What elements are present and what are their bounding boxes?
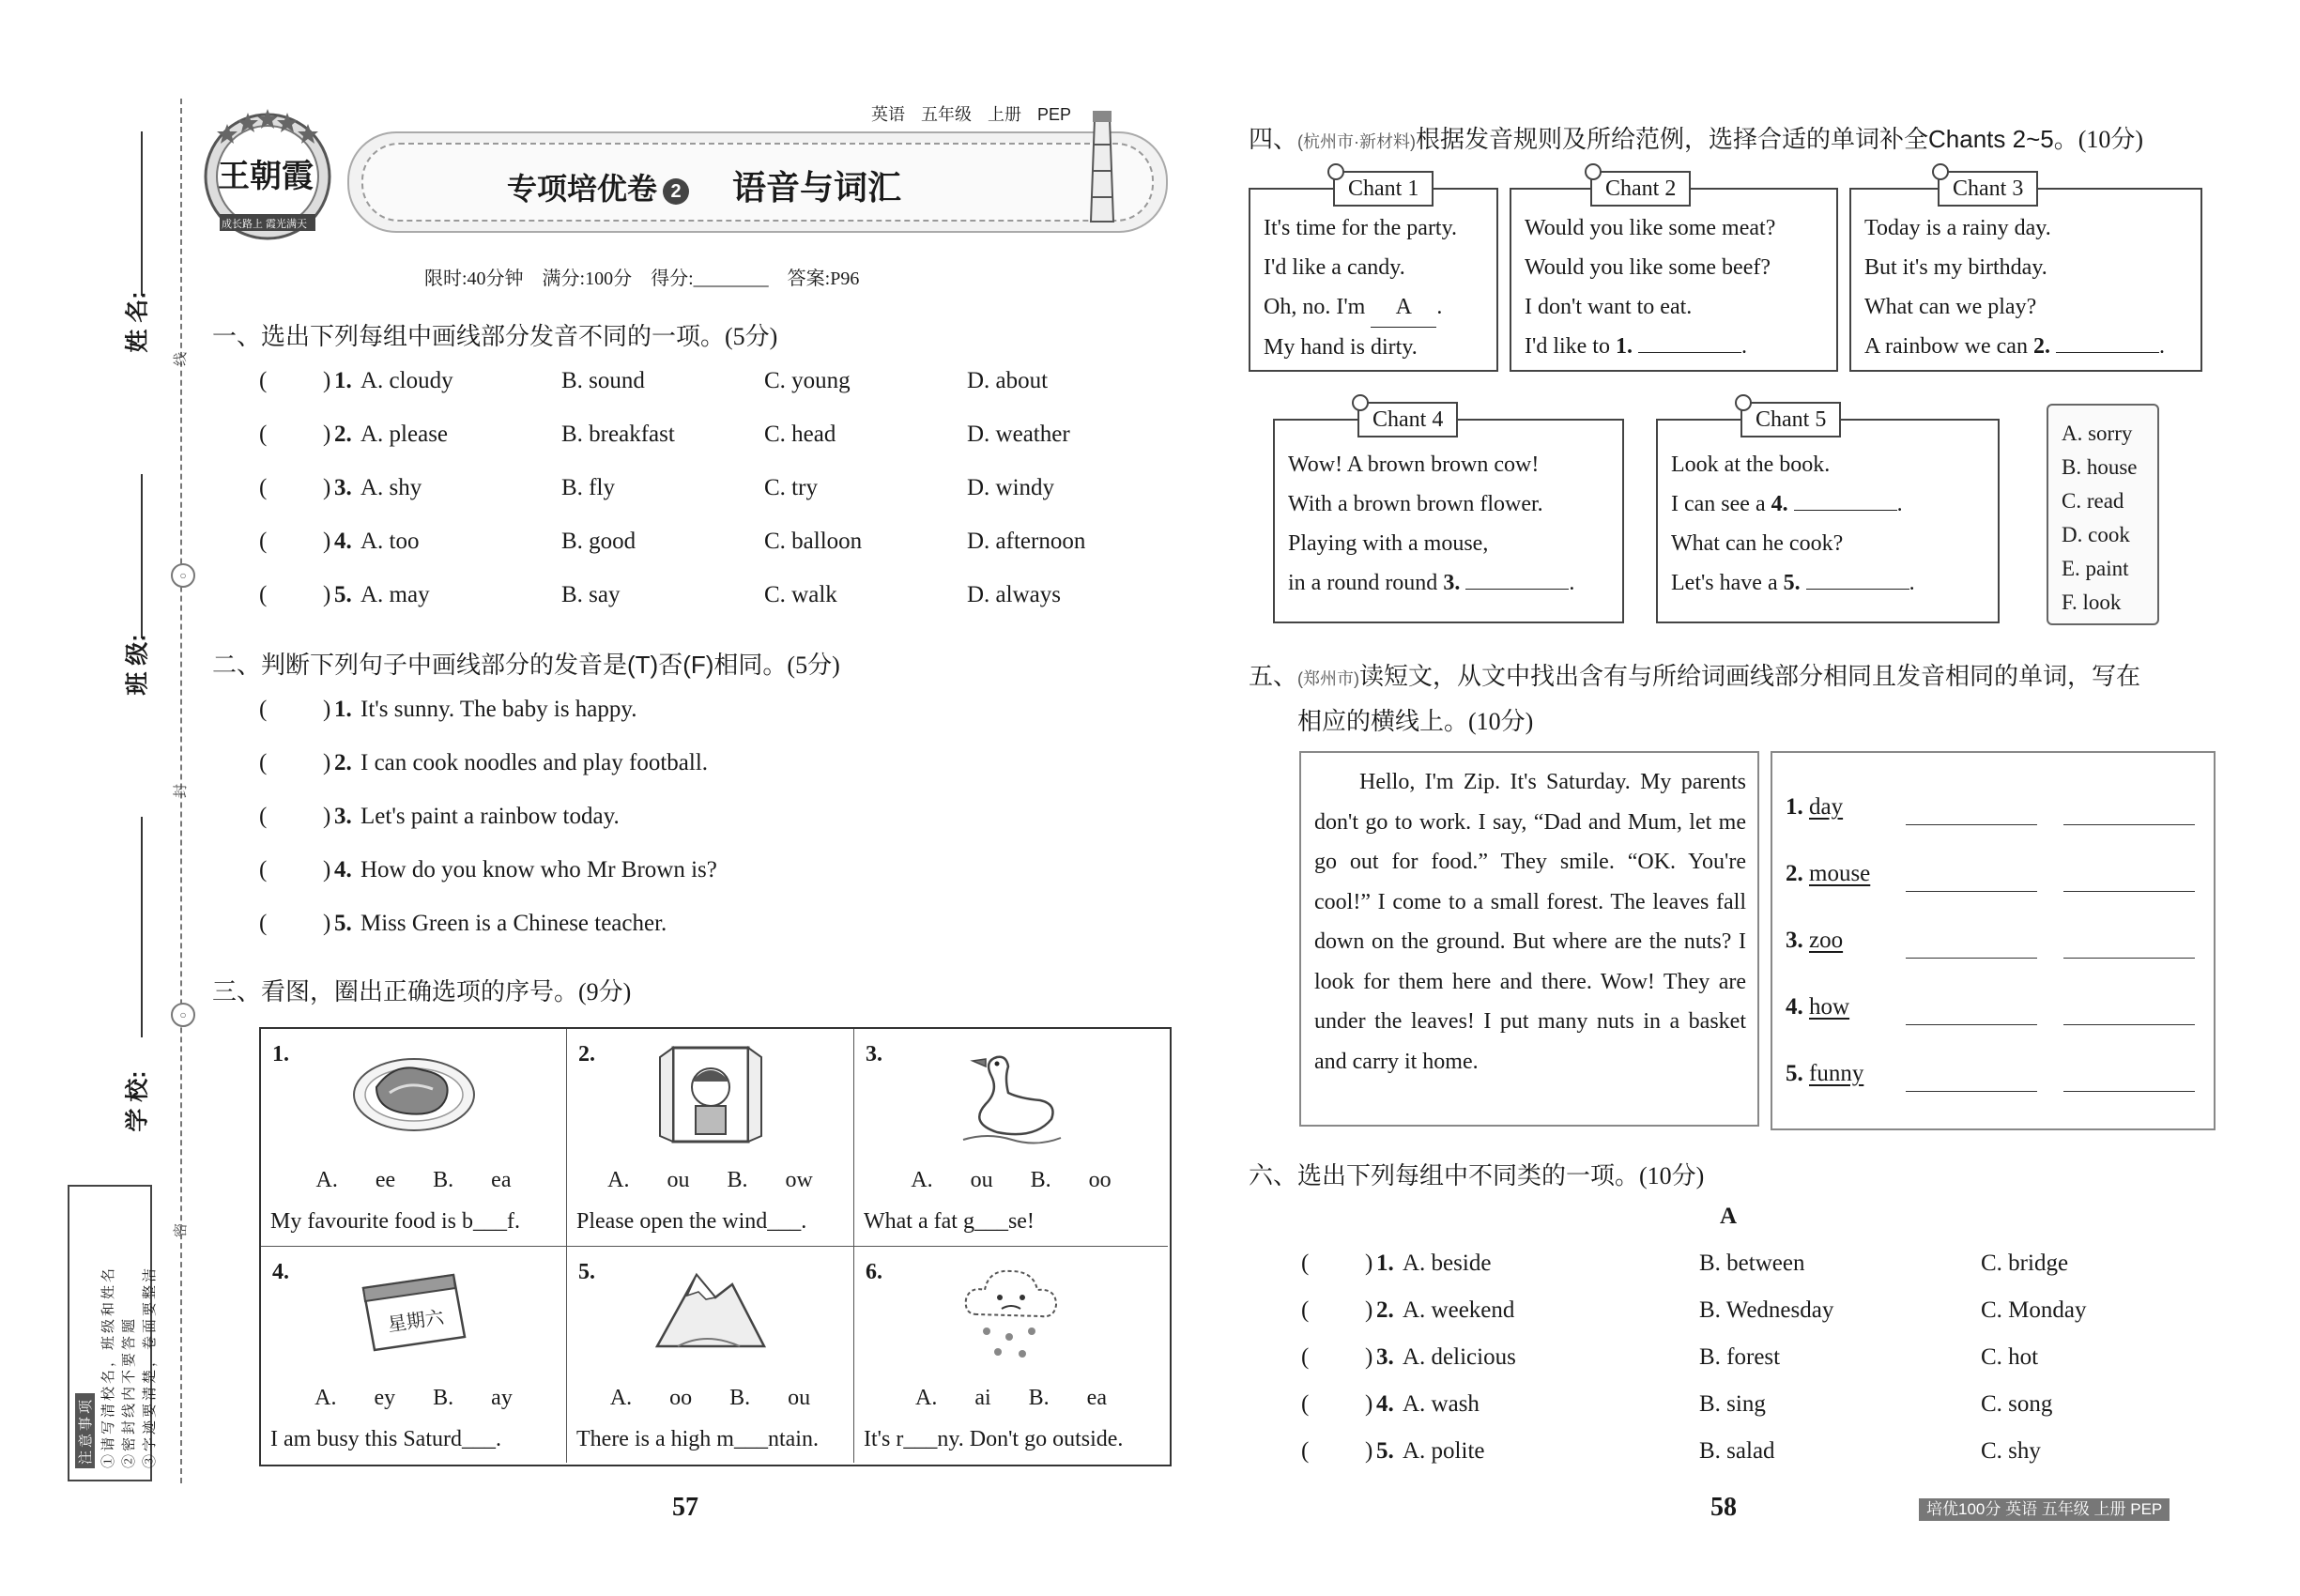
- option-a: A. shy: [360, 475, 422, 500]
- chant-line: in a round round 3. .: [1288, 571, 1575, 595]
- chant-line: I don't want to eat.: [1525, 295, 1693, 319]
- answer-line[interactable]: [1906, 1024, 2037, 1025]
- seal-tag-seal: 封: [174, 783, 190, 799]
- option-a: A. weekend: [1403, 1297, 1515, 1323]
- section5-points: (10分): [1468, 708, 1534, 735]
- option-d: D. weather: [967, 422, 1070, 447]
- notice-title: 注意事项: [75, 1393, 95, 1468]
- picture-cell: [854, 1029, 1168, 1247]
- chant-box: [1656, 419, 2000, 623]
- word-option: A. sorry: [2062, 422, 2133, 445]
- option-c: C. shy: [1981, 1438, 2041, 1464]
- title-subtitle: 语音与词汇: [732, 168, 902, 207]
- option-a[interactable]: A. ee: [315, 1168, 396, 1192]
- option-a[interactable]: A. oo: [609, 1386, 693, 1410]
- option-a: A. wash: [1403, 1391, 1480, 1417]
- exam-info: 限时:40分钟 满分:100分 得分:________ 答案:P96: [424, 269, 860, 289]
- answer-line[interactable]: [2063, 1091, 2195, 1092]
- chant-line: It's time for the party.: [1264, 216, 1458, 240]
- section1-title-text: 一、选出下列每组中画线部分发音不同的一项。: [212, 322, 726, 350]
- option-a: A. beside: [1403, 1251, 1492, 1276]
- chant-label: Chant 3: [1938, 171, 2038, 207]
- option-c: C. song: [1981, 1391, 2053, 1417]
- key-word: how: [1809, 994, 1850, 1020]
- subject-line: [871, 101, 1071, 126]
- picture-table: [259, 1027, 1172, 1466]
- answer-row: 1. day: [1786, 794, 1844, 820]
- picture-cell: [567, 1247, 854, 1463]
- option-b[interactable]: B. oo: [1030, 1168, 1112, 1192]
- answer-line[interactable]: [1906, 958, 2037, 959]
- class-label: 班 级:: [124, 634, 151, 696]
- section6-points: (10分): [1639, 1162, 1705, 1189]
- sentence: What a fat g___se!: [864, 1209, 1035, 1234]
- section5-title-text: 读短文，从文中找出含有与所给词画线部分相同且发音相同的单词，写在: [1359, 662, 2141, 690]
- options: [567, 1386, 853, 1411]
- section4-points: (10分): [2078, 126, 2144, 153]
- answer-blank[interactable]: [1465, 589, 1569, 590]
- options: [854, 1168, 1168, 1193]
- goose-icon: [950, 1038, 1072, 1151]
- option-c: C. bridge: [1981, 1251, 2069, 1276]
- section6-title: [1249, 1157, 1704, 1191]
- option-b: B. say: [561, 582, 621, 607]
- option-a: A. polite: [1403, 1438, 1485, 1464]
- answer-blank[interactable]: [2056, 352, 2159, 353]
- option-b: B. sing: [1699, 1391, 1766, 1417]
- chant-line: Would you like some beef?: [1525, 255, 1771, 280]
- section4-source: (杭州市·新材料): [1297, 132, 1416, 151]
- key-word: day: [1809, 794, 1844, 820]
- calendar-icon: [348, 1256, 480, 1359]
- sentence: There is a high m___ntain.: [576, 1427, 819, 1451]
- calendar-text: 星期六: [386, 1307, 445, 1336]
- answer-line[interactable]: [1906, 1091, 2037, 1092]
- option-a[interactable]: A. ey: [314, 1386, 396, 1410]
- answer-blank[interactable]: [1806, 589, 1909, 590]
- group-label: A: [1720, 1204, 1738, 1229]
- class-write-line: [141, 474, 143, 638]
- option-b: B. breakfast: [561, 422, 675, 447]
- chant-label: Chant 1: [1333, 171, 1434, 207]
- option-c: C. balloon: [764, 529, 863, 554]
- blank-number: 5.: [1783, 571, 1801, 595]
- chant-label: Chant 5: [1740, 402, 1841, 437]
- picture-cell: [567, 1029, 854, 1247]
- options: [261, 1168, 566, 1193]
- q-number: 5.: [334, 582, 352, 607]
- picture-cell: [261, 1029, 567, 1247]
- page-title: [507, 161, 901, 209]
- rain-cloud-icon: [955, 1256, 1067, 1369]
- q-number: 6.: [866, 1260, 882, 1284]
- sentence: It's sunny. The baby is happy.: [360, 697, 637, 722]
- section2-points: (5分): [787, 652, 840, 679]
- section3-title: [212, 973, 631, 1007]
- sentence: I can cook noodles and play football.: [360, 750, 709, 775]
- chant-line: Look at the book.: [1671, 453, 1831, 477]
- section5-title-line2: [1297, 702, 1533, 737]
- option-c: C. walk: [764, 582, 837, 607]
- answer-row: 3. zoo: [1786, 928, 1844, 953]
- chant-box: [1510, 188, 1838, 372]
- option-a[interactable]: A. ai: [915, 1386, 991, 1410]
- key-word: funny: [1809, 1061, 1864, 1086]
- subject: 英语: [871, 105, 905, 124]
- mountain-icon: [650, 1256, 772, 1359]
- section2-title-text: 二、判断下列句子中画线部分的发音是(T)否(F)相同。: [212, 651, 788, 679]
- edition: PEP: [1037, 105, 1072, 124]
- chant-line: A rainbow we can 2. .: [1864, 334, 2165, 359]
- answer-line[interactable]: [1906, 891, 2037, 892]
- option-b: B. sound: [561, 368, 645, 393]
- seal-circle: ○: [171, 1003, 195, 1027]
- word-options-scroll: [2047, 404, 2159, 625]
- notice-item: ①请写清校名，班级和姓名: [101, 1265, 116, 1468]
- option-b[interactable]: B. ea: [1028, 1386, 1107, 1410]
- option-b: B. forest: [1699, 1344, 1781, 1370]
- section5-source: (郑州市): [1297, 669, 1360, 688]
- options: [567, 1168, 853, 1193]
- page-number-right: 58: [1710, 1493, 1737, 1522]
- section3-title-text: 三、看图，圈出正确选项的序号。: [212, 977, 579, 1005]
- reading-passage: [1299, 751, 1759, 1127]
- chant-line: What can he cook?: [1671, 531, 1844, 556]
- answer-line[interactable]: [1906, 824, 2037, 825]
- q-number: 4.: [334, 857, 352, 882]
- word-option: B. house: [2062, 455, 2138, 479]
- q-number: 4.: [1376, 1391, 1394, 1417]
- sentence: Miss Green is a Chinese teacher.: [360, 911, 667, 936]
- options: [261, 1386, 566, 1411]
- school-write-line: [141, 817, 143, 1037]
- option-a[interactable]: A. ou: [911, 1168, 993, 1192]
- word-option: F. look: [2062, 591, 2122, 614]
- title-number: 2: [663, 178, 689, 205]
- option-b: B. between: [1699, 1251, 1805, 1276]
- q-number: 5.: [1376, 1438, 1394, 1464]
- option-b[interactable]: B. ay: [433, 1386, 513, 1410]
- answer-line[interactable]: [2063, 958, 2195, 959]
- option-d: D. always: [967, 582, 1061, 607]
- title-text: 专项培优卷: [507, 172, 658, 206]
- seal-tag-line: 线: [174, 351, 190, 367]
- option-c: C. Monday: [1981, 1297, 2087, 1323]
- answer-line[interactable]: [2063, 1024, 2195, 1025]
- sentence: It's r___ny. Don't go outside.: [864, 1427, 1124, 1451]
- sentence: How do you know who Mr Brown is?: [360, 857, 717, 882]
- q-number: 5.: [578, 1260, 595, 1284]
- passage-text: Hello, I'm Zip. It's Saturday. My parents don't go to work. I say, “Dad and Mum, let me go out for food.” They smile. “OK. You're cool!” I come to a small forest. The leaves fall down on the ground. But where are the nuts? I look for them here and there. Wow! They are under the leaves! I put many nuts in a basket and carry it home.: [1314, 770, 1746, 1074]
- section4-prefix: 四、: [1249, 125, 1298, 153]
- picture-cell: [854, 1247, 1168, 1463]
- section4-title-text: 根据发音规则及所给范例，选择合适的单词补全Chants 2~5。: [1416, 125, 2078, 153]
- footer-series-tag: 培优100分 英语 五年级 上册 PEP: [1919, 1498, 2170, 1521]
- chant-line: What can we play?: [1864, 295, 2037, 319]
- notice-box: [68, 1185, 158, 1481]
- q-number: 3.: [1376, 1344, 1394, 1370]
- q-number: 4.: [272, 1260, 289, 1284]
- page-number-left: 57: [672, 1493, 698, 1522]
- q-number: 2.: [578, 1042, 595, 1067]
- beef-icon: [348, 1038, 480, 1142]
- section2-title: [212, 646, 840, 681]
- seal-circle: ○: [171, 563, 195, 588]
- q-number: 3.: [334, 804, 352, 829]
- option-a: A. please: [360, 422, 449, 447]
- option-c: C. head: [764, 422, 836, 447]
- word-option: D. cook: [2062, 523, 2130, 546]
- option-d: D. afternoon: [967, 529, 1086, 554]
- grade: 五年级: [921, 105, 973, 124]
- option-a: A. may: [360, 582, 430, 607]
- chant-box: [1273, 419, 1624, 623]
- blank-number: 3.: [1443, 571, 1461, 595]
- school-label: 学 校:: [124, 1070, 151, 1132]
- picture-cell: [261, 1247, 567, 1463]
- option-a: A. cloudy: [360, 368, 453, 393]
- option-b: B. Wednesday: [1699, 1297, 1834, 1323]
- q-number: 3.: [866, 1042, 882, 1067]
- section4-title: [1249, 120, 2143, 155]
- q-number: 1.: [334, 697, 352, 722]
- chant-line: I'd like a candy.: [1264, 255, 1405, 280]
- q-number: 2.: [334, 750, 352, 775]
- chant-line: Oh, no. I'm A .: [1264, 287, 1485, 328]
- logo-text: 王朝霞: [218, 160, 314, 194]
- q-number: 3.: [334, 475, 352, 500]
- window-icon: [654, 1038, 767, 1151]
- seal-tag-close: 密: [174, 1222, 190, 1238]
- option-c: C. young: [764, 368, 851, 393]
- q-number: 1.: [1376, 1251, 1394, 1276]
- answer-row: 2. mouse: [1786, 861, 1871, 886]
- q-number: 4.: [334, 529, 352, 554]
- key-word: mouse: [1809, 861, 1871, 886]
- term: 上册: [988, 105, 1022, 124]
- answer-line[interactable]: [2063, 824, 2195, 825]
- chant-box: [1849, 188, 2202, 372]
- option-d: D. windy: [967, 475, 1055, 500]
- section5-title-text2: 相应的横线上。: [1297, 707, 1469, 735]
- answer-box: [1771, 751, 2216, 1130]
- chant-line: With a brown brown flower.: [1288, 492, 1543, 516]
- answer-row: 4. how: [1786, 994, 1850, 1020]
- chant-line: But it's my birthday.: [1864, 255, 2047, 280]
- option-b[interactable]: B. ea: [433, 1168, 512, 1192]
- chant-label: Chant 2: [1590, 171, 1691, 207]
- q-number: 1.: [334, 368, 352, 393]
- blank-number: 1.: [1615, 334, 1633, 359]
- chant-line: Today is a rainy day.: [1864, 216, 2051, 240]
- chant-line: Wow! A brown brown cow!: [1288, 453, 1540, 477]
- section1-points: (5分): [725, 323, 778, 350]
- logo-slogan: 成长路上 霞光满天: [222, 219, 308, 230]
- blank-number: 2.: [2032, 334, 2050, 359]
- section1-title: [212, 317, 777, 352]
- option-a[interactable]: A. ou: [607, 1168, 690, 1192]
- q-number: 1.: [272, 1042, 289, 1067]
- sentence: My favourite food is b___f.: [270, 1209, 520, 1234]
- q-number: 2.: [1376, 1297, 1394, 1323]
- option-b[interactable]: B. ow: [727, 1168, 813, 1192]
- q-number: 5.: [334, 911, 352, 936]
- chant-line: Let's have a 5. .: [1671, 571, 1915, 595]
- option-b: B. salad: [1699, 1438, 1775, 1464]
- option-a: A. too: [360, 529, 420, 554]
- option-c: C. hot: [1981, 1344, 2039, 1370]
- name-label: 姓 名:: [124, 291, 151, 353]
- option-d: D. about: [967, 368, 1049, 393]
- option-b[interactable]: B. ou: [729, 1386, 811, 1410]
- answer-line[interactable]: [2063, 891, 2195, 892]
- blank-number: 4.: [1771, 492, 1788, 516]
- section5-title: [1249, 657, 2140, 692]
- word-option: C. read: [2062, 489, 2124, 513]
- section6-title-text: 六、选出下列每组中不同类的一项。: [1249, 1161, 1640, 1189]
- option-a: A. delicious: [1403, 1344, 1516, 1370]
- notice-item: ②密封线内不要答题: [122, 1315, 137, 1468]
- sentence: Let's paint a rainbow today.: [360, 804, 620, 829]
- chant-line: My hand is dirty.: [1264, 335, 1418, 360]
- option-b: B. fly: [561, 475, 615, 500]
- chant-line: I can see a 4. .: [1671, 492, 1903, 516]
- chant-line: Would you like some meat?: [1525, 216, 1776, 240]
- answer-blank[interactable]: [1638, 352, 1741, 353]
- answer-blank[interactable]: [1794, 510, 1897, 511]
- chant-box: [1249, 188, 1498, 372]
- example-answer: A: [1371, 287, 1436, 328]
- chant-line: Playing with a mouse,: [1288, 531, 1489, 556]
- key-word: zoo: [1809, 928, 1844, 953]
- section5-prefix: 五、: [1249, 662, 1298, 690]
- q-number: 2.: [334, 422, 352, 447]
- sentence: I am busy this Saturd___.: [270, 1427, 501, 1451]
- chant-label: Chant 4: [1357, 402, 1458, 437]
- option-c: C. try: [764, 475, 818, 500]
- answer-row: 5. funny: [1786, 1061, 1864, 1086]
- word-option: E. paint: [2062, 557, 2129, 580]
- name-write-line: [141, 131, 143, 296]
- lighthouse-icon: [1081, 111, 1123, 228]
- sentence: Please open the wind___.: [576, 1209, 807, 1234]
- notice-item: ③字迹要清楚，卷面要整洁: [143, 1265, 158, 1468]
- chant-line: I'd like to 1. .: [1525, 334, 1747, 359]
- section3-points: (9分): [578, 978, 632, 1005]
- option-b: B. good: [561, 529, 636, 554]
- options: [854, 1386, 1168, 1411]
